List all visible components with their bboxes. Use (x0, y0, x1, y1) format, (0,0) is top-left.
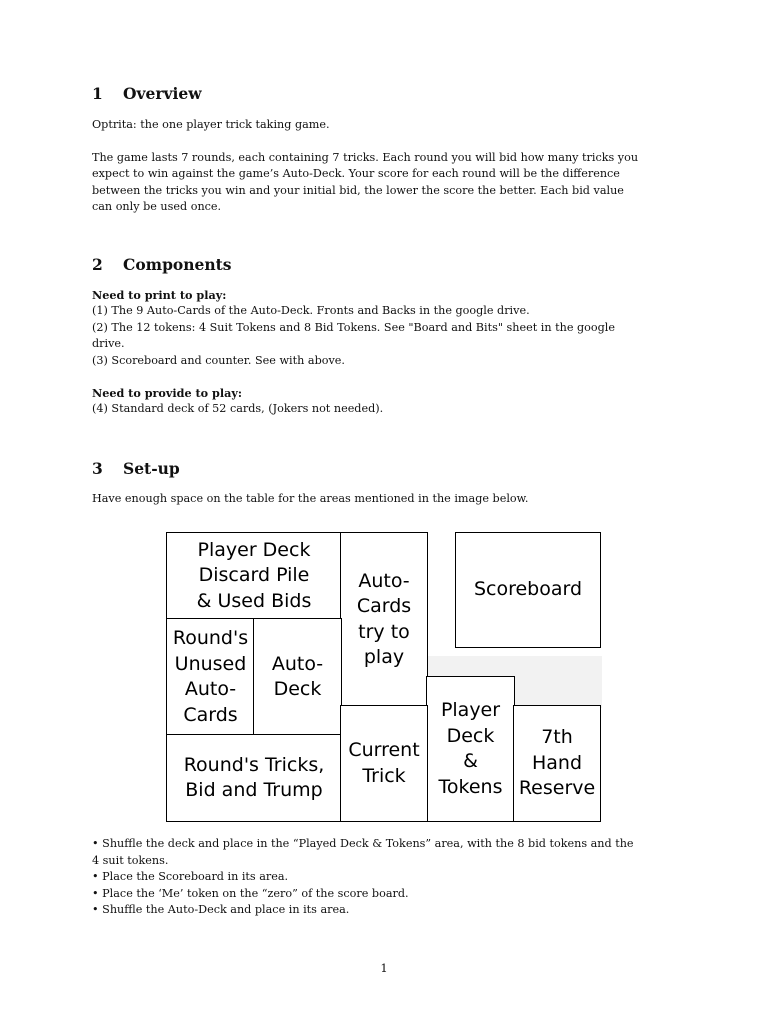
section-heading-components: 2 Components (92, 255, 232, 274)
area-rounds-unused-auto-cards: Round's Unused Auto- Cards (166, 618, 255, 736)
list-item: 4 suit tokens. (92, 853, 169, 867)
area-scoreboard: Scoreboard (455, 532, 601, 648)
area-auto-deck: Auto- Deck (253, 618, 342, 736)
list-item: • Place the Scoreboard in its area. (92, 870, 289, 884)
list-item: • Place the ‘Me’ token on the “zero” of the score board. (92, 886, 409, 900)
area-current-trick: Current Trick (340, 705, 428, 822)
area-player-deck-tokens: Player Deck & Tokens (426, 676, 515, 822)
setup-intro: Have enough space on the table for the areas mentioned in the image below. (92, 492, 529, 505)
area-auto-cards-try: Auto- Cards try to play (340, 532, 428, 707)
area-rounds-tricks-bid-trump: Round's Tricks, Bid and Trump (166, 734, 342, 822)
section-heading-setup: 3 Set-up (92, 459, 180, 478)
table-layout-diagram (166, 532, 602, 822)
page-number: 1 (380, 961, 388, 975)
setup-instructions (92, 836, 678, 919)
section-heading-overview: 1 Overview (92, 84, 202, 103)
area-player-deck-discard: Player Deck Discard Pile & Used Bids (166, 532, 342, 620)
overview-rules: The game lasts 7 rounds, each containing 7 tricks. Each round you will bid how many tricks you expect to win against the game’s Auto-Deck. Your score for each round will be the difference between the tricks you win and your initial bid, the lower the score the better. Each bid value can only be used once. (92, 151, 639, 214)
overview-intro: Optrita: the one player trick taking game. (92, 118, 330, 131)
print-requirements: Need to print to play: (1) The 9 Auto-Cards of the Auto-Deck. Fronts and Backs in the google drive. (2) The 12 tokens: 4 Suit Tokens and 8 Bid Tokens. See "Board and Bits" sheet in the google drive. (3) Scoreboard and counter. See with above. (92, 288, 615, 367)
list-item: • Shuffle the Auto-Deck and place in its area. (92, 903, 350, 917)
provide-requirements: Need to provide to play: (4) Standard deck of 52 cards, (Jokers not needed). (92, 386, 384, 416)
list-item: • Shuffle the deck and place in the “Played Deck & Tokens” area, with the 8 bid tokens and the (92, 837, 634, 850)
area-7th-hand-reserve: 7th Hand Reserve (513, 705, 601, 822)
